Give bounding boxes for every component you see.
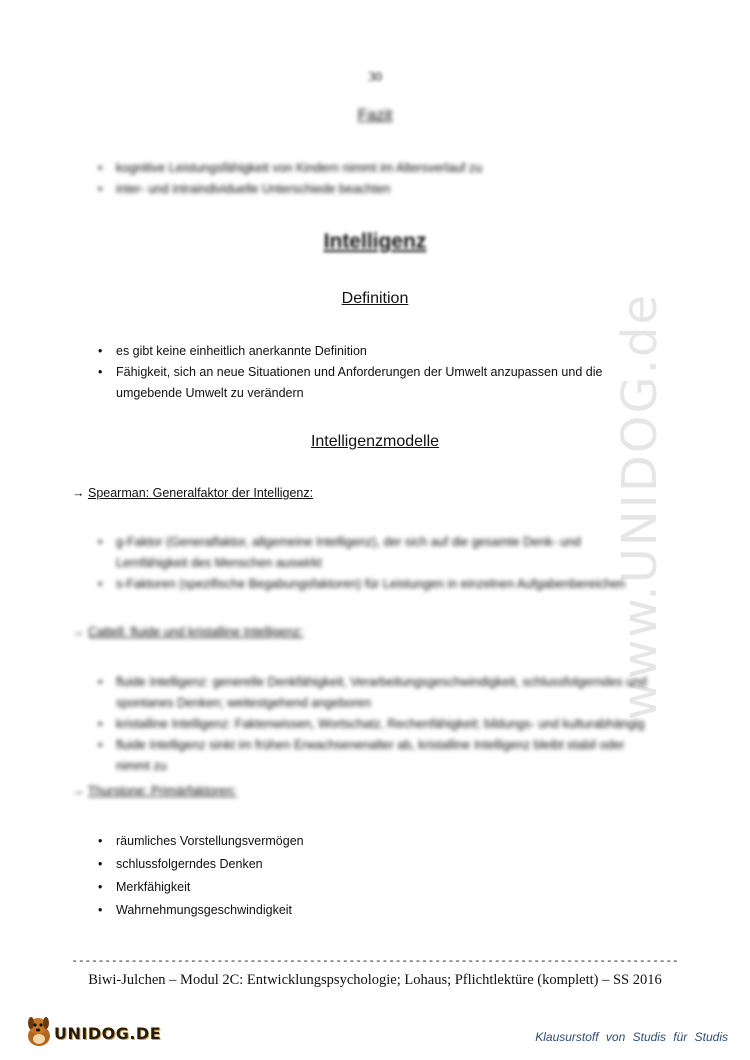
list-item: • fluide Intelligenz: generelle Denkfähigkeit, Verarbeitungsgeschwindigkeit, schlussfolgerndes und spontanes Denken; weitestgehend angeboren xyxy=(98,672,698,714)
list-item: • s-Faktoren (spezifische Begabungsfaktoren) für Leistungen in einzelnen Aufgabenbereichen xyxy=(98,574,688,595)
bullet-icon: • xyxy=(98,834,103,848)
definition-list xyxy=(98,341,658,404)
cattell-label: → Cattell: fluide und kristalline Intelligenz: xyxy=(72,625,304,639)
definition-heading: Definition xyxy=(341,290,409,307)
tagline: Klausurstoff von Studis für Studis xyxy=(535,1030,728,1044)
bullet-icon: • xyxy=(98,738,103,752)
bullet-icon: • xyxy=(98,675,103,689)
list-item: • räumliches Vorstellungsvermögen xyxy=(98,830,658,853)
bullet-icon: • xyxy=(98,535,103,549)
bullet-icon: • xyxy=(98,161,103,175)
footer-divider: -------------------------------------------------------------------------------------------- xyxy=(71,956,679,968)
list-item: • fluide Intelligenz sinkt im frühen Erwachsenenalter ab, kristalline Intelligenz bleibt stabil oder nimmt zu xyxy=(98,735,698,777)
cattell-list xyxy=(98,672,698,777)
list-item: • Wahrnehmungsgeschwindigkeit xyxy=(98,899,658,922)
list-item: • kristalline Intelligenz: Faktenwissen, Wortschatz, Rechenfähigkeit; bildungs- und kulturabhängig xyxy=(98,714,698,735)
list-item: • es gibt keine einheitlich anerkannte Definition xyxy=(98,341,658,362)
page-number: 30 xyxy=(368,70,382,85)
list-item: • Merkfähigkeit xyxy=(98,876,658,899)
list-item: • kognitive Leistungsfähigkeit von Kindern nimmt im Altersverlauf zu xyxy=(98,158,698,179)
list-item: • schlussfolgerndes Denken xyxy=(98,853,658,876)
bullet-icon: • xyxy=(98,903,103,917)
bullet-icon: • xyxy=(98,717,103,731)
spearman-label: → Spearman: Generalfaktor der Intelligenz: xyxy=(72,486,314,500)
list-item: • Fähigkeit, sich an neue Situationen und Anforderungen der Umwelt anzupassen und die umgebende Umwelt zu verändern xyxy=(98,362,658,404)
main-title: Intelligenz xyxy=(323,230,427,253)
thurstone-label: → Thurstone: Primärfaktoren: xyxy=(72,784,237,798)
bullet-icon: • xyxy=(98,857,103,871)
list-item: • g-Faktor (Generalfaktor, allgemeine Intelligenz), der sich auf die gesamte Denk- und Lernfähigkeit des Menschen auswirkt xyxy=(98,532,688,574)
bullet-icon: • xyxy=(98,577,103,591)
watermark: www.UNIDOG.de xyxy=(612,292,668,720)
thurstone-list xyxy=(98,830,658,922)
arrow-icon: → xyxy=(72,784,85,798)
arrow-icon: → xyxy=(72,625,85,639)
unidog-logo xyxy=(24,1012,162,1050)
bullet-icon: • xyxy=(98,880,103,894)
dog-mascot-icon xyxy=(24,1012,54,1050)
footer-text: Biwi-Julchen – Modul 2C: Entwicklungspsychologie; Lohaus; Pflichtlektüre (komplett) – SS 2016 xyxy=(88,972,662,988)
bullet-icon: • xyxy=(98,182,103,196)
arrow-icon: → xyxy=(72,486,85,500)
list-item: • inter- und intraindividuelle Unterschiede beachten xyxy=(98,179,698,200)
fazit-list xyxy=(98,158,698,200)
logo-text: UNIDOG.DE xyxy=(54,1024,162,1043)
spearman-list xyxy=(98,532,688,595)
fazit-heading: Fazit xyxy=(357,107,393,124)
bullet-icon: • xyxy=(98,344,103,358)
models-heading: Intelligenzmodelle xyxy=(310,433,440,450)
bullet-icon: • xyxy=(98,365,103,379)
